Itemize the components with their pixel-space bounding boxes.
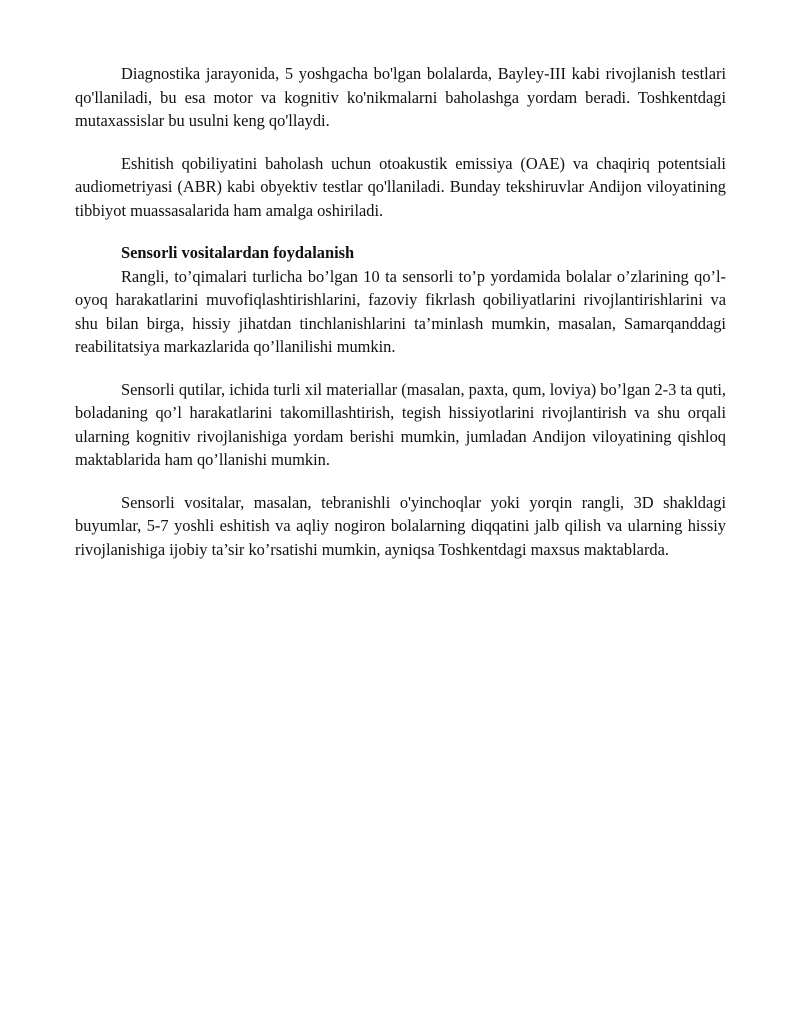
- paragraph-diagnostics: Diagnostika jarayonida, 5 yoshgacha bo'lgan bolalarda, Bayley-III kabi rivojlanish testlari qo'llaniladi, bu esa motor va kognitiv ko'nikmalarni baholashga yordam beradi. Toshkentdagi mutaxassislar bu usulni keng qo'llaydi.: [75, 64, 726, 130]
- document-body: [75, 62, 726, 580]
- section-heading: Sensorli vositalardan foydalanish: [121, 243, 355, 262]
- paragraph-hearing-assessment: Eshitish qobiliyatini baholash uchun otoakustik emissiya (OAE) va chaqiriq potentsiali audiometriyasi (ABR) kabi obyektiv testlar qo'llaniladi. Bunday tekshiruvlar Andijon viloyatining tibbiyot muassasalarida ham amalga oshiriladi.: [75, 153, 726, 220]
- paragraph-sensory-boxes: Sensorli qutilar, ichida turli xil materiallar (masalan, paxta, qum, loviya) bo’lgan 2-3 ta quti, boladaning qo’l harakatlarini takomillashtirish, tegish hissiyotlarini rivojlantirish va shu orqali ularning kognitiv rivojlanishiga yordam berishi mumkin, jumladan Andijon viloyatining qishloq maktablarida ham qo’llanishi mumkin.: [75, 379, 726, 469]
- paragraph-sensory-balls: Rangli, to’qimalari turlicha bo’lgan 10 ta sensorli to’p yordamida bolalar o’zlarining qo’l-oyoq harakatlarini muvofiqlashtirishlarini, fazoviy fikrlash qobiliyatlarini rivojlantirishlarini va shu bilan birga, hissiy jihatdan tinchlanishlarini ta’minlash mumkin, masalan, Samarqanddagi reabilitatsiya markazlarida qo’llanilishi mumkin.: [75, 266, 726, 356]
- paragraph-sensory-tools: Sensorli vositalar, masalan, tebranishli o'yinchoqlar yoki yorqin rangli, 3D shakldagi buyumlar, 5-7 yoshli eshitish va aqliy nogiron bolalarning diqqatini jalb qilish va ularning hissiy rivojlanishiga ijobiy ta’sir ko’rsatishi mumkin, ayniqsa Toshkentdagi maxsus maktablarda.: [75, 492, 726, 559]
